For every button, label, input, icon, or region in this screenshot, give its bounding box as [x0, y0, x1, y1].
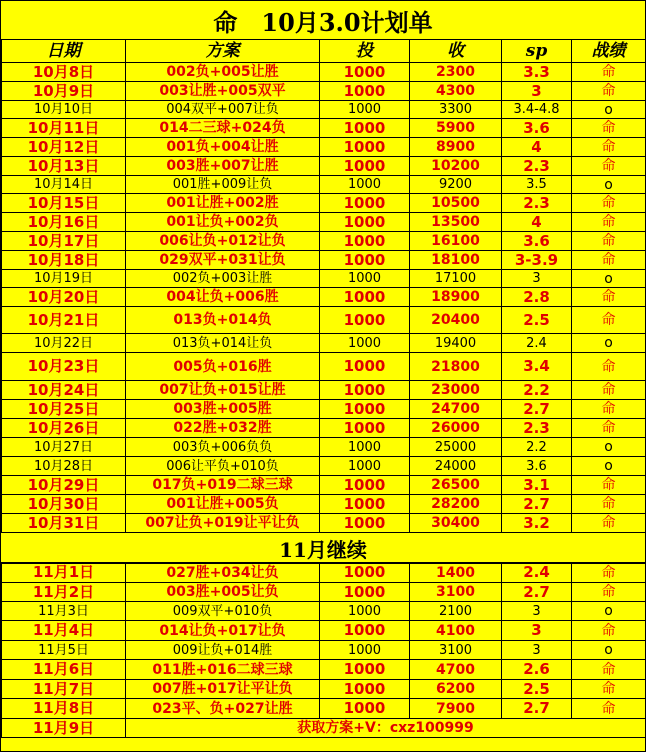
plan-cell: 001负+004让胜	[126, 138, 320, 157]
return-cell: 18900	[410, 288, 502, 307]
plan-cell: 013负+014让负	[126, 334, 320, 353]
sp-cell: 2.7	[502, 583, 572, 602]
date-cell: 10月31日	[2, 514, 126, 533]
return-cell: 30400	[410, 514, 502, 533]
invest-cell: 1000	[320, 400, 410, 419]
date-cell: 11月7日	[2, 680, 126, 699]
table-row	[2, 457, 646, 476]
invest-cell: 1000	[320, 82, 410, 101]
invest-cell: 1000	[320, 699, 410, 719]
return-cell: 13500	[410, 213, 502, 232]
plan-cell: 013负+014负	[126, 307, 320, 334]
table-row	[2, 514, 646, 533]
return-cell: 4100	[410, 621, 502, 641]
sp-cell: 3.6	[502, 457, 572, 476]
table-row	[2, 621, 646, 641]
invest-cell: 1000	[320, 157, 410, 176]
return-cell: 26000	[410, 419, 502, 438]
result-cell: 命	[572, 232, 646, 251]
result-cell: 命	[572, 621, 646, 641]
return-cell: 25000	[410, 438, 502, 457]
sp-cell: 2.3	[502, 157, 572, 176]
sp-cell: 2.6	[502, 660, 572, 680]
date-cell: 10月8日	[2, 63, 126, 82]
date-cell: 11月5日	[2, 641, 126, 660]
plan-cell: 003让胜+005双平	[126, 82, 320, 101]
plan-cell: 001让负+002负	[126, 213, 320, 232]
date-cell: 10月30日	[2, 495, 126, 514]
sp-cell: 3	[502, 270, 572, 288]
date-cell: 10月14日	[2, 176, 126, 194]
return-cell: 19400	[410, 334, 502, 353]
result-cell: 命	[572, 381, 646, 400]
result-cell: 命	[572, 213, 646, 232]
sp-cell: 2.2	[502, 438, 572, 457]
plan-cell: 007胜+017让平让负	[126, 680, 320, 699]
result-cell: 命	[572, 307, 646, 334]
sp-cell: 3	[502, 82, 572, 101]
date-cell: 11月6日	[2, 660, 126, 680]
return-cell: 17100	[410, 270, 502, 288]
result-cell: o	[572, 438, 646, 457]
date-cell: 10月9日	[2, 82, 126, 101]
plan-cell: 001让胜+002胜	[126, 194, 320, 213]
return-cell: 26500	[410, 476, 502, 495]
plan-cell: 029双平+031让负	[126, 251, 320, 270]
plan-cell: 006让负+012让负	[126, 232, 320, 251]
invest-cell: 1000	[320, 583, 410, 602]
date-cell: 10月15日	[2, 194, 126, 213]
table-row	[2, 138, 646, 157]
plan-cell: 017负+019二球三球	[126, 476, 320, 495]
invest-cell: 1000	[320, 138, 410, 157]
sp-cell: 2.4	[502, 563, 572, 583]
plan-cell: 003胜+007让胜	[126, 157, 320, 176]
result-cell: 命	[572, 660, 646, 680]
result-cell: 命	[572, 138, 646, 157]
table-row	[2, 176, 646, 194]
invest-cell: 1000	[320, 438, 410, 457]
table-row	[2, 602, 646, 621]
plan-cell: 002负+005让胜	[126, 63, 320, 82]
plan-cell: 022胜+032胜	[126, 419, 320, 438]
plan-cell: 004让负+006胜	[126, 288, 320, 307]
date-cell: 10月24日	[2, 381, 126, 400]
sp-cell: 2.4	[502, 334, 572, 353]
date-cell: 10月22日	[2, 334, 126, 353]
invest-cell: 1000	[320, 641, 410, 660]
result-cell: 命	[572, 288, 646, 307]
date-cell: 10月18日	[2, 251, 126, 270]
table-row	[2, 251, 646, 270]
table-row	[2, 119, 646, 138]
return-cell: 3100	[410, 583, 502, 602]
result-cell: 命	[572, 194, 646, 213]
invest-cell: 1000	[320, 476, 410, 495]
invest-cell: 1000	[320, 495, 410, 514]
table-row	[2, 400, 646, 419]
return-cell: 4300	[410, 82, 502, 101]
header-row	[2, 40, 646, 63]
plan-cell: 001让胜+005负	[126, 495, 320, 514]
invest-cell: 1000	[320, 514, 410, 533]
result-cell: 命	[572, 476, 646, 495]
date-cell: 11月4日	[2, 621, 126, 641]
date-cell: 11月8日	[2, 699, 126, 719]
table-row	[2, 213, 646, 232]
date-cell: 11月1日	[2, 563, 126, 583]
sp-cell: 4	[502, 213, 572, 232]
sp-cell: 2.3	[502, 419, 572, 438]
table-row	[2, 194, 646, 213]
date-cell: 10月29日	[2, 476, 126, 495]
result-cell: 命	[572, 400, 646, 419]
sp-cell: 2.2	[502, 381, 572, 400]
sp-cell: 2.8	[502, 288, 572, 307]
date-cell: 10月21日	[2, 307, 126, 334]
return-cell: 23000	[410, 381, 502, 400]
sp-cell: 4	[502, 138, 572, 157]
table-row	[2, 419, 646, 438]
date-cell: 10月10日	[2, 101, 126, 119]
result-cell: 命	[572, 583, 646, 602]
date-cell: 11月3日	[2, 602, 126, 621]
plan-cell: 003胜+005胜	[126, 400, 320, 419]
return-cell: 1400	[410, 563, 502, 583]
invest-cell: 1000	[320, 353, 410, 381]
sp-cell: 2.7	[502, 699, 572, 719]
return-cell: 3300	[410, 101, 502, 119]
table-row	[2, 438, 646, 457]
sp-cell: 2.5	[502, 680, 572, 699]
result-cell: 命	[572, 495, 646, 514]
invest-cell: 1000	[320, 334, 410, 353]
invest-cell: 1000	[320, 307, 410, 334]
result-cell: 命	[572, 63, 646, 82]
date-cell: 10月27日	[2, 438, 126, 457]
table-row	[2, 641, 646, 660]
return-cell: 10200	[410, 157, 502, 176]
invest-cell: 1000	[320, 602, 410, 621]
invest-cell: 1000	[320, 176, 410, 194]
return-cell: 4700	[410, 660, 502, 680]
sp-cell: 2.7	[502, 400, 572, 419]
november-table	[1, 562, 646, 738]
result-cell: 命	[572, 82, 646, 101]
result-cell: o	[572, 270, 646, 288]
table-row	[2, 82, 646, 101]
result-cell: 命	[572, 251, 646, 270]
header-return: 收	[410, 40, 502, 63]
table-row	[2, 583, 646, 602]
plan-cell: 002负+003让胜	[126, 270, 320, 288]
invest-cell: 1000	[320, 621, 410, 641]
plan-cell: 005负+016胜	[126, 353, 320, 381]
date-cell: 10月20日	[2, 288, 126, 307]
contact-info: 获取方案+V：cxz100999	[126, 719, 646, 738]
result-cell: o	[572, 334, 646, 353]
result-cell: o	[572, 101, 646, 119]
return-cell: 6200	[410, 680, 502, 699]
return-cell: 5900	[410, 119, 502, 138]
plan-cell: 004双平+007让负	[126, 101, 320, 119]
sp-cell: 3.4-4.8	[502, 101, 572, 119]
plan-cell: 011胜+016二球三球	[126, 660, 320, 680]
invest-cell: 1000	[320, 194, 410, 213]
invest-cell: 1000	[320, 119, 410, 138]
invest-cell: 1000	[320, 251, 410, 270]
date-cell: 10月13日	[2, 157, 126, 176]
result-cell: 命	[572, 514, 646, 533]
plan-cell: 009让负+014胜	[126, 641, 320, 660]
plan-cell: 003负+006负负	[126, 438, 320, 457]
footer-row	[2, 719, 646, 738]
sp-cell: 3	[502, 641, 572, 660]
plan-cell: 003胜+005让负	[126, 583, 320, 602]
result-cell: o	[572, 641, 646, 660]
plan-cell: 007让负+015让胜	[126, 381, 320, 400]
table-row	[2, 157, 646, 176]
date-cell: 10月16日	[2, 213, 126, 232]
return-cell: 21800	[410, 353, 502, 381]
table-row	[2, 307, 646, 334]
table-row	[2, 699, 646, 719]
invest-cell: 1000	[320, 660, 410, 680]
sp-cell: 3.4	[502, 353, 572, 381]
sp-cell: 2.7	[502, 495, 572, 514]
sp-cell: 2.5	[502, 307, 572, 334]
invest-cell: 1000	[320, 270, 410, 288]
sp-cell: 3.6	[502, 119, 572, 138]
table-row	[2, 660, 646, 680]
date-cell: 10月12日	[2, 138, 126, 157]
date-cell: 10月25日	[2, 400, 126, 419]
return-cell: 7900	[410, 699, 502, 719]
date-cell: 11月2日	[2, 583, 126, 602]
return-cell: 28200	[410, 495, 502, 514]
return-cell: 2100	[410, 602, 502, 621]
november-subtitle: 11月继续	[1, 532, 645, 564]
header-invest: 投	[320, 40, 410, 63]
header-date: 日期	[2, 40, 126, 63]
result-cell: 命	[572, 157, 646, 176]
result-cell: o	[572, 602, 646, 621]
return-cell: 16100	[410, 232, 502, 251]
invest-cell: 1000	[320, 213, 410, 232]
return-cell: 2300	[410, 63, 502, 82]
result-cell: 命	[572, 419, 646, 438]
table-row	[2, 495, 646, 514]
sp-cell: 3.1	[502, 476, 572, 495]
plan-cell: 027胜+034让负	[126, 563, 320, 583]
date-cell: 10月17日	[2, 232, 126, 251]
return-cell: 8900	[410, 138, 502, 157]
sp-cell: 3.2	[502, 514, 572, 533]
plan-cell: 001胜+009让负	[126, 176, 320, 194]
table-row	[2, 270, 646, 288]
result-cell: 命	[572, 353, 646, 381]
table-row	[2, 381, 646, 400]
date-cell: 10月19日	[2, 270, 126, 288]
return-cell: 24700	[410, 400, 502, 419]
sp-cell: 3.3	[502, 63, 572, 82]
table-row	[2, 288, 646, 307]
invest-cell: 1000	[320, 419, 410, 438]
sp-cell: 2.3	[502, 194, 572, 213]
date-cell: 10月11日	[2, 119, 126, 138]
table-row	[2, 232, 646, 251]
invest-cell: 1000	[320, 563, 410, 583]
invest-cell: 1000	[320, 232, 410, 251]
return-cell: 10500	[410, 194, 502, 213]
invest-cell: 1000	[320, 101, 410, 119]
return-cell: 18100	[410, 251, 502, 270]
table-row	[2, 334, 646, 353]
invest-cell: 1000	[320, 457, 410, 476]
table-row	[2, 101, 646, 119]
plan-cell: 014二三球+024负	[126, 119, 320, 138]
footer-date: 11月9日	[2, 719, 126, 738]
october-table	[1, 39, 646, 533]
sp-cell: 3.6	[502, 232, 572, 251]
invest-cell: 1000	[320, 63, 410, 82]
table-row	[2, 63, 646, 82]
sp-cell: 3	[502, 621, 572, 641]
return-cell: 9200	[410, 176, 502, 194]
plan-cell: 007让负+019让平让负	[126, 514, 320, 533]
invest-cell: 1000	[320, 381, 410, 400]
plan-cell: 009双平+010负	[126, 602, 320, 621]
sheet-title: 命 10月3.0计划单	[1, 1, 645, 40]
table-row	[2, 680, 646, 699]
return-cell: 24000	[410, 457, 502, 476]
result-cell: o	[572, 176, 646, 194]
table-row	[2, 476, 646, 495]
sp-cell: 3.5	[502, 176, 572, 194]
header-sp: sp	[502, 40, 572, 63]
invest-cell: 1000	[320, 680, 410, 699]
result-cell: 命	[572, 699, 646, 719]
header-plan: 方案	[126, 40, 320, 63]
table-row	[2, 563, 646, 583]
result-cell: 命	[572, 680, 646, 699]
result-cell: o	[572, 457, 646, 476]
return-cell: 20400	[410, 307, 502, 334]
date-cell: 10月23日	[2, 353, 126, 381]
header-result: 战绩	[572, 40, 646, 63]
plan-cell: 006让平负+010负	[126, 457, 320, 476]
table-row	[2, 353, 646, 381]
plan-cell: 023平、负+027让胜	[126, 699, 320, 719]
plan-cell: 014让负+017让负	[126, 621, 320, 641]
result-cell: 命	[572, 119, 646, 138]
invest-cell: 1000	[320, 288, 410, 307]
return-cell: 3100	[410, 641, 502, 660]
date-cell: 10月28日	[2, 457, 126, 476]
date-cell: 10月26日	[2, 419, 126, 438]
sp-cell: 3-3.9	[502, 251, 572, 270]
result-cell: 命	[572, 563, 646, 583]
sp-cell: 3	[502, 602, 572, 621]
